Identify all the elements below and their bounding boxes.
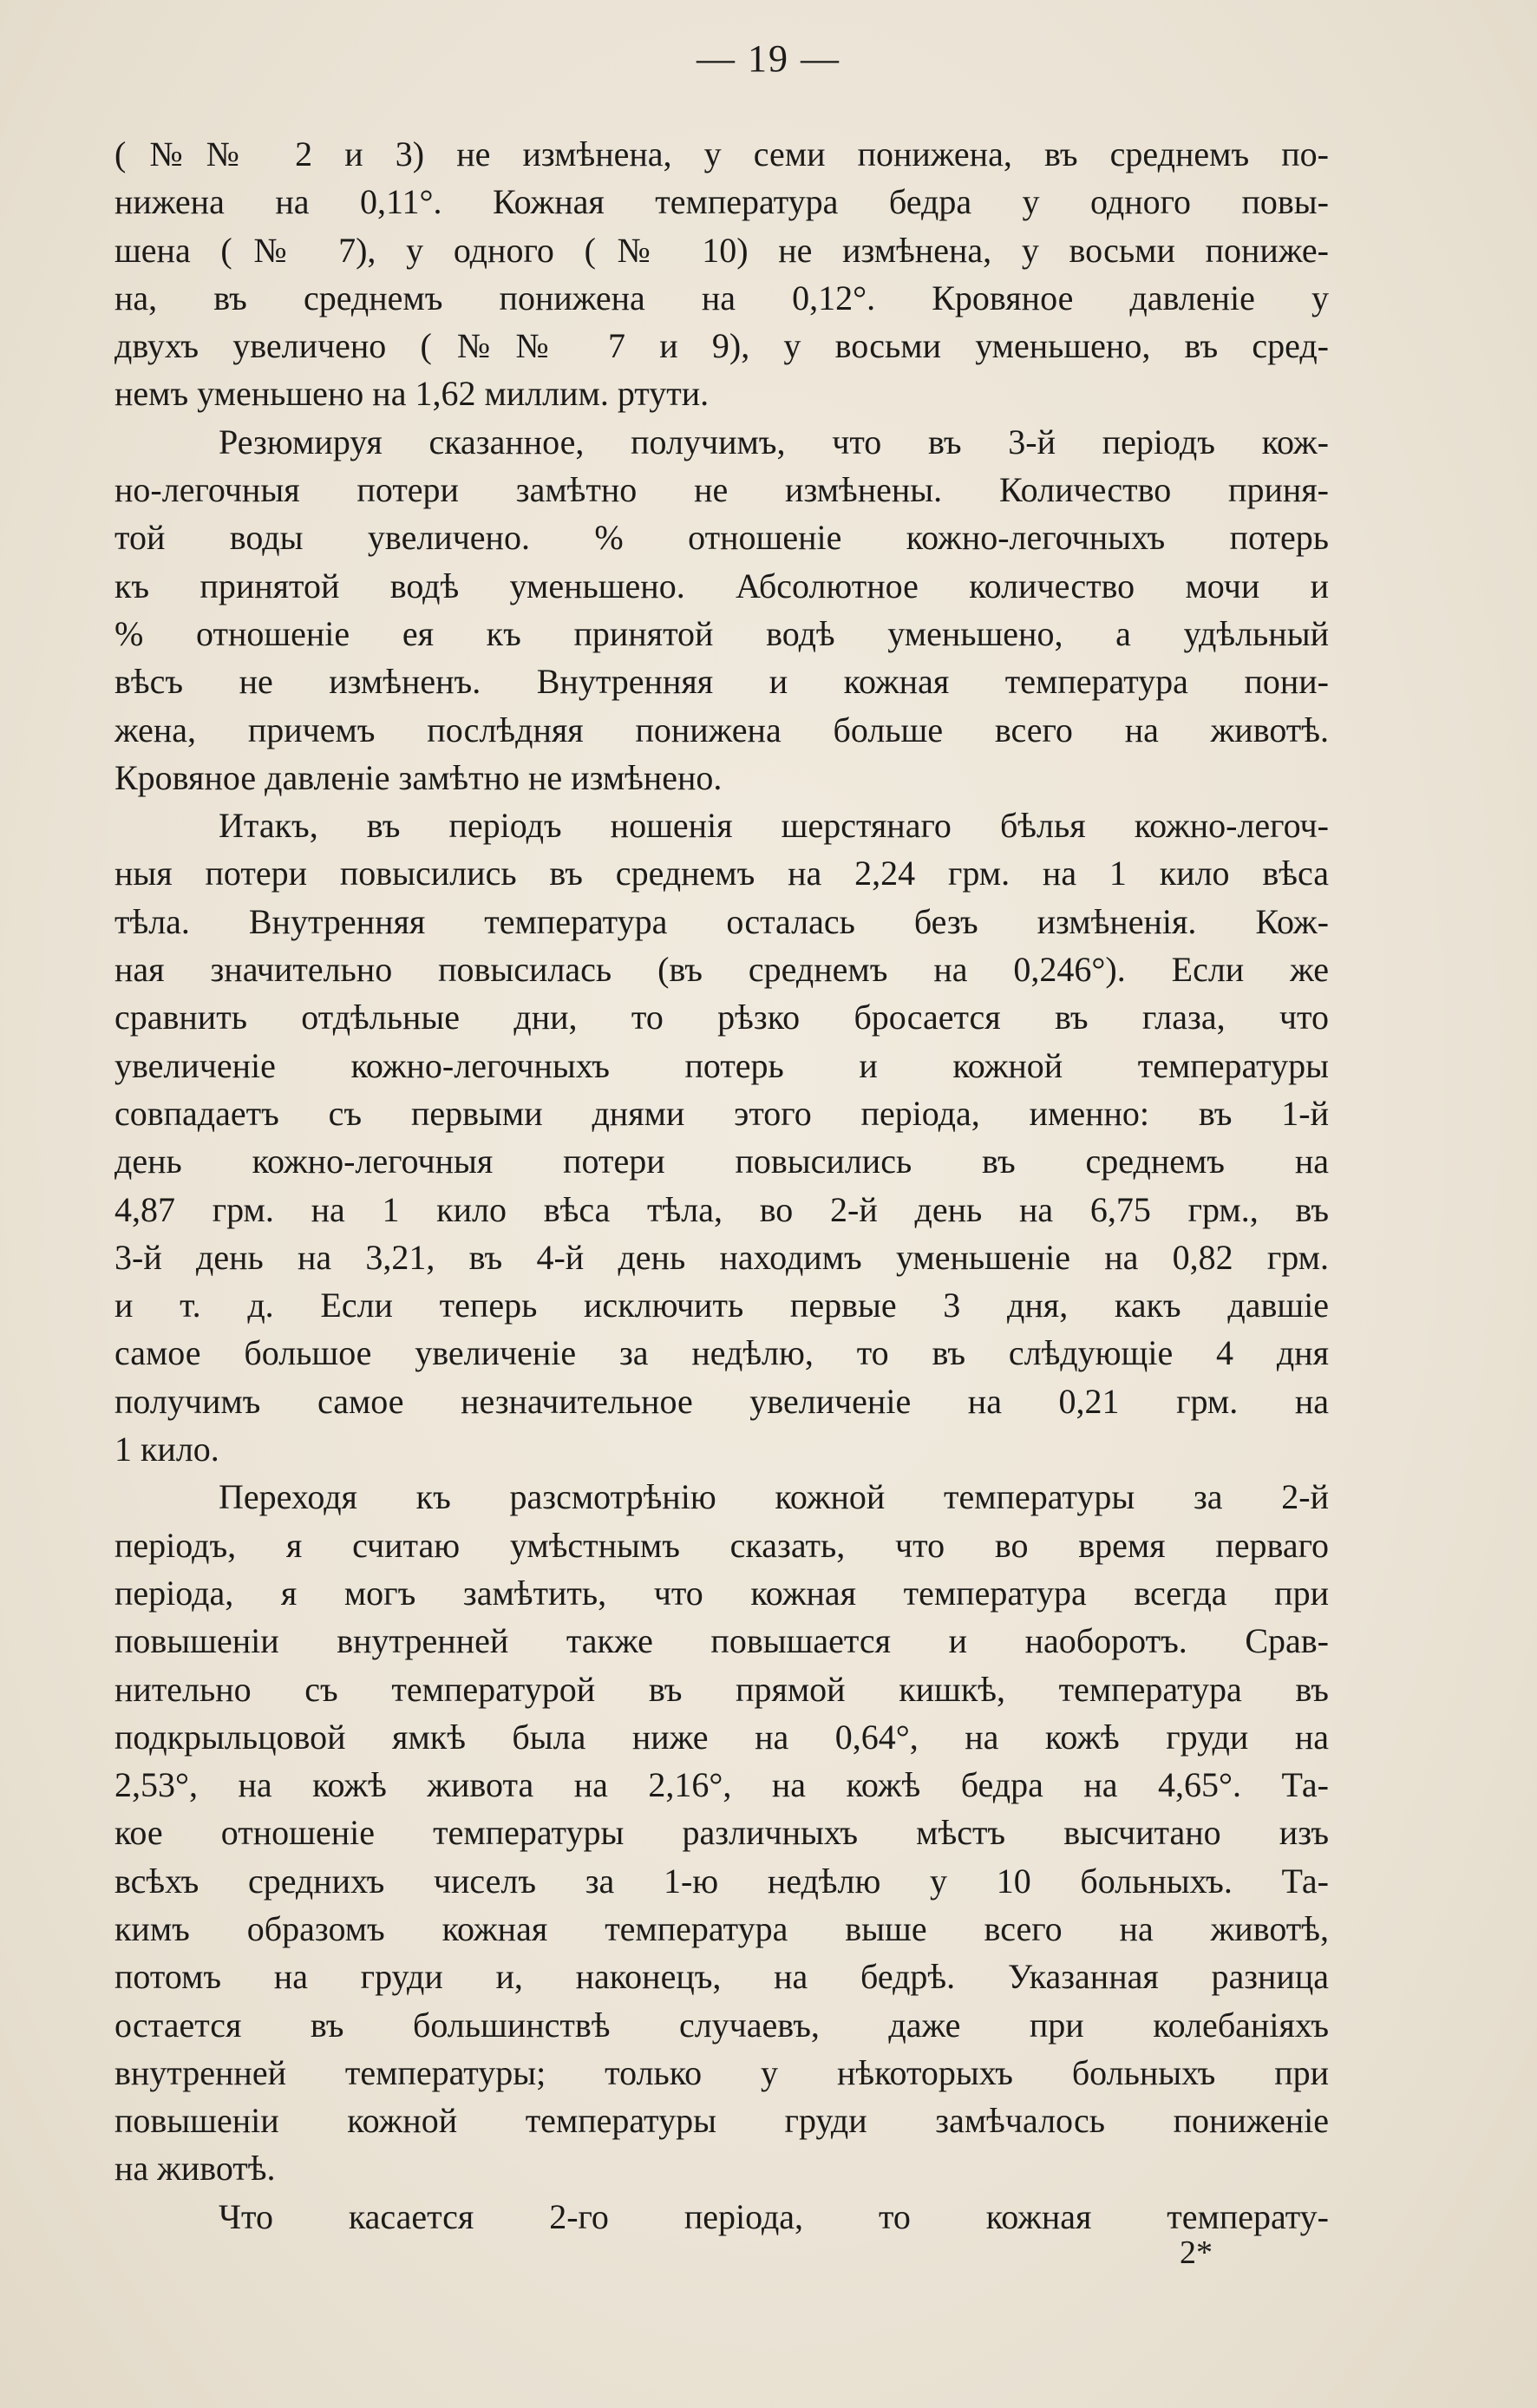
text-line: тѣла. Внутренняя температура осталась безъ измѣненія. Кож- — [114, 901, 1329, 941]
text-line: той воды увеличено. % отношеніе кожно-легочныхъ потерь — [114, 518, 1329, 558]
text-line: вѣсъ не измѣненъ. Внутренняя и кожная температура пони- — [114, 662, 1329, 702]
text-line: (№№ 2 и 3) не измѣнена, у семи понижена, въ среднемъ по- — [114, 134, 1329, 173]
text-line: періода, я могъ замѣтить, что кожная температура всегда при — [114, 1573, 1329, 1613]
text-line: день кожно-легочныя потери повысились въ среднемъ на — [114, 1142, 1329, 1181]
text-line: немъ уменьшено на 1,62 миллим. ртути. — [114, 374, 710, 414]
paragraph-first-line: Итакъ, въ періодъ ношенія шерстянаго бѣлья кожно-легоч- — [219, 806, 1329, 846]
text-line: увеличеніе кожно-легочныхъ потерь и кожной температуры — [114, 1045, 1329, 1085]
text-line: жена, причемъ послѣдняя понижена больше всего на животѣ. — [114, 710, 1329, 749]
text-line: повышеніи внутренней также повышается и наоборотъ. Срав- — [114, 1621, 1329, 1661]
text-line: потомъ на груди и, наконецъ, на бедрѣ. Указанная разница — [114, 1957, 1329, 1997]
text-line: ная значительно повысилась (въ среднемъ на 0,246°). Если же — [114, 950, 1329, 990]
text-line: кимъ образомъ кожная температура выше всего на животѣ, — [114, 1908, 1329, 1948]
text-line: Кровяное давленіе замѣтно не измѣнено. — [114, 757, 723, 797]
text-line: самое большое увеличеніе за недѣлю, то въ слѣдующіе 4 дня — [114, 1333, 1329, 1373]
text-line: и т. д. Если теперь исключить первые 3 дня, какъ давшіе — [114, 1286, 1329, 1325]
text-line: % отношеніе ея къ принятой водѣ уменьшено, а удѣльный — [114, 613, 1329, 653]
paragraph-first-line: Переходя къ разсмотрѣнію кожной температуры за 2-й — [219, 1477, 1329, 1517]
text-line: нительно съ температурой въ прямой кишкѣ, температура въ — [114, 1669, 1329, 1709]
text-line: кое отношеніе температуры различныхъ мѣстъ высчитано изъ — [114, 1813, 1329, 1853]
text-line: повышеніи кожной температуры груди замѣчалось пониженіе — [114, 2101, 1329, 2141]
signature-mark: 2* — [1180, 2235, 1213, 2271]
text-line: внутренней температуры; только у нѣкоторыхъ больныхъ при — [114, 2052, 1329, 2092]
text-line: получимъ самое незначительное увеличеніе на 0,21 грм. на — [114, 1381, 1329, 1421]
page-number: — 19 — — [697, 37, 840, 80]
text-line: всѣхъ среднихъ чиселъ за 1-ю недѣлю у 10 больныхъ. Та- — [114, 1861, 1329, 1901]
text-line: на, въ среднемъ понижена на 0,12°. Кровяное давленіе у — [114, 278, 1329, 317]
text-line: 4,87 грм. на 1 кило вѣса тѣла, во 2-й день на 6,75 грм., въ — [114, 1189, 1329, 1229]
text-line: 3-й день на 3,21, въ 4-й день находимъ уменьшеніе на 0,82 грм. — [114, 1237, 1329, 1277]
text-line: на животѣ. — [114, 2149, 276, 2189]
text-line: совпадаетъ съ первыми днями этого періода, именно: въ 1-й — [114, 1093, 1329, 1133]
text-line: къ принятой водѣ уменьшено. Абсолютное количество мочи и — [114, 566, 1329, 605]
paragraph-first-line: Что касается 2-го періода, то кожная температу- — [219, 2196, 1329, 2236]
text-line: но-легочныя потери замѣтно не измѣнены. Количество приня- — [114, 470, 1329, 510]
text-line: періодъ, я считаю умѣстнымъ сказать, что во время перваго — [114, 1525, 1329, 1565]
text-line: нижена на 0,11°. Кожная температура бедра у одного повы- — [114, 182, 1329, 222]
text-line: сравнить отдѣльные дни, то рѣзко бросается въ глаза, что — [114, 998, 1329, 1037]
text-line: двухъ увеличено (№№ 7 и 9), у восьми уменьшено, въ сред- — [114, 326, 1329, 366]
paragraph-first-line: Резюмируя сказанное, получимъ, что въ 3-й періодъ кож- — [219, 422, 1329, 461]
text-line: подкрыльцовой ямкѣ была ниже на 0,64°, на кожѣ груди на — [114, 1717, 1329, 1757]
text-line: 2,53°, на кожѣ живота на 2,16°, на кожѣ бедра на 4,65°. Та- — [114, 1765, 1329, 1805]
text-line: ныя потери повысились въ среднемъ на 2,24 грм. на 1 кило вѣса — [114, 854, 1329, 893]
text-line: остается въ большинствѣ случаевъ, даже при колебаніяхъ — [114, 2005, 1329, 2045]
text-line: 1 кило. — [114, 1430, 219, 1469]
body-text — [114, 130, 1329, 2241]
text-line: шена (№ 7), у одного (№ 10) не измѣнена, у восьми пониже- — [114, 230, 1329, 270]
